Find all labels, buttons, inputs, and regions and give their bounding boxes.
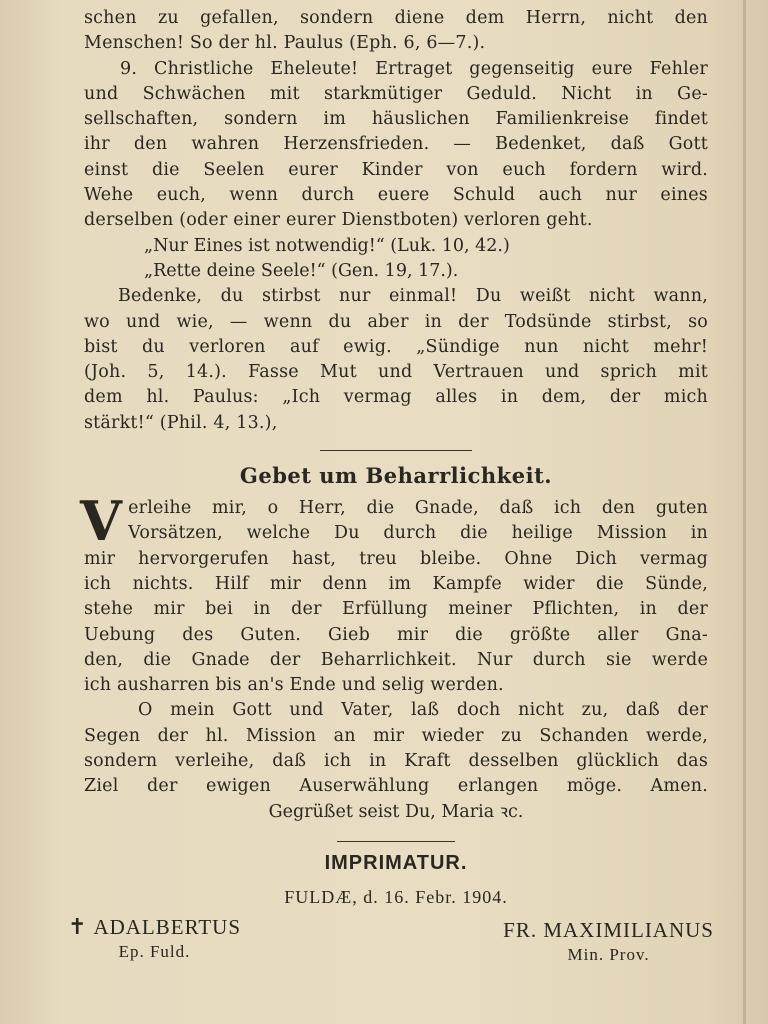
provincial-title: Min. Prov. bbox=[567, 944, 650, 964]
drop-cap-letter: V bbox=[80, 489, 123, 554]
text-line: Bedenke, du stirbst nur einmal! Du weißt nicht wann, bbox=[118, 286, 708, 307]
signatures bbox=[68, 913, 714, 984]
text-line: Wehe euch, wenn durch euere Schuld auch nur eines bbox=[84, 185, 708, 206]
text-line: wo und wie, — wenn du aber in der Todsünde stirbst, so bbox=[84, 311, 708, 332]
section-2-paragraph-body bbox=[84, 82, 708, 234]
text-line: dem hl. Paulus: „Ich vermag alles in dem, der mich bbox=[84, 387, 708, 408]
text-line: stärkt!“ (Phil. 4, 13.), bbox=[84, 412, 278, 433]
imprimatur-date: FULDÆ, d. 16. Febr. 1904. bbox=[284, 886, 508, 907]
bishop-title: Ep. Fuld. bbox=[118, 941, 191, 961]
text-line: ich ausharren bis an's Ende und selig werden. bbox=[84, 675, 504, 696]
imprimatur-title: IMPRIMATUR. bbox=[324, 851, 468, 874]
closing-salutation: Gegrüßet seist Du, Maria ꝛc. bbox=[268, 801, 524, 822]
text-line: sondern verleihe, daß ich in Kraft desselben glücklich das bbox=[84, 751, 708, 772]
section-divider bbox=[320, 450, 472, 451]
prayer-paragraph bbox=[80, 489, 708, 698]
text-line: O mein Gott und Vater, laß doch nicht zu, daß der bbox=[138, 700, 708, 721]
text-line: sellschaften, sondern im häuslichen Familienkreise findet bbox=[84, 109, 708, 130]
text-line: derselben (oder einer eurer Dienstboten) verloren geht. bbox=[84, 210, 593, 231]
text-line: schen zu gefallen, sondern diene dem Herrn, nicht den bbox=[84, 8, 708, 28]
bishop-name: ADALBERTUS bbox=[93, 914, 242, 939]
text-line: Menschen! So der hl. Paulus (Eph. 6, 6—7.). bbox=[84, 33, 486, 54]
section-2-paragraph bbox=[84, 57, 708, 82]
text-line: und Schwächen mit starkmütiger Geduld. Nicht in Ge- bbox=[84, 83, 708, 104]
section-3-paragraph bbox=[84, 284, 708, 436]
text-line: einst die Seelen eurer Kinder von euch fordern wird. bbox=[84, 159, 708, 180]
text-line: 9. Christliche Eheleute! Ertraget gegenseitig eure Fehler bbox=[120, 58, 708, 79]
text-line: den, die Gnade der Beharrlichkeit. Nur durch sie werde bbox=[84, 649, 708, 670]
provincial-name: FR. MAXIMILIANUS bbox=[503, 917, 714, 942]
text-line: Segen der hl. Mission an mir wieder zu Schanden werde, bbox=[84, 725, 708, 746]
text-line: ich nichts. Hilf mir denn im Kampfe wider die Sünde, bbox=[84, 573, 708, 594]
bible-quote: „Nur Eines ist notwendig!“ (Luk. 10, 42.) bbox=[144, 235, 510, 256]
bible-quote: „Rette deine Seele!“ (Gen. 19, 17.). bbox=[144, 260, 459, 281]
text-line: mir hervorgerufen hast, treu bleibe. Ohne Dich vermag bbox=[84, 548, 708, 569]
text-line: erleihe mir, o Herr, die Gnade, daß ich den guten bbox=[128, 498, 708, 519]
text-line: Vorsätzen, welche Du durch die heilige Mission in bbox=[128, 523, 708, 544]
bishop-signature bbox=[68, 914, 241, 962]
text-line: (Joh. 5, 14.). Fasse Mut und Vertrauen und sprich mit bbox=[84, 362, 708, 383]
provincial-signature bbox=[503, 918, 714, 965]
imprimatur-divider bbox=[337, 841, 455, 842]
prayer-paragraph-2 bbox=[84, 698, 708, 799]
text-line: Ziel der ewigen Auserwählung erlangen möge. Amen. bbox=[84, 776, 708, 797]
cross-icon: ✝ bbox=[68, 913, 88, 939]
section-1-paragraph bbox=[84, 6, 708, 57]
text-line: bist du verloren auf ewig. „Sündige nun nicht mehr! bbox=[84, 336, 708, 357]
prayer-heading: Gebet um Beharrlichkeit. bbox=[239, 463, 553, 489]
text-line: ihr den wahren Herzensfrieden. — Bedenket, daß Gott bbox=[84, 134, 708, 155]
text-line: Uebung des Guten. Gieb mir die größte aller Gna- bbox=[84, 624, 708, 645]
text-line: stehe mir bei in der Erfüllung meiner Pflichten, in der bbox=[84, 599, 708, 620]
